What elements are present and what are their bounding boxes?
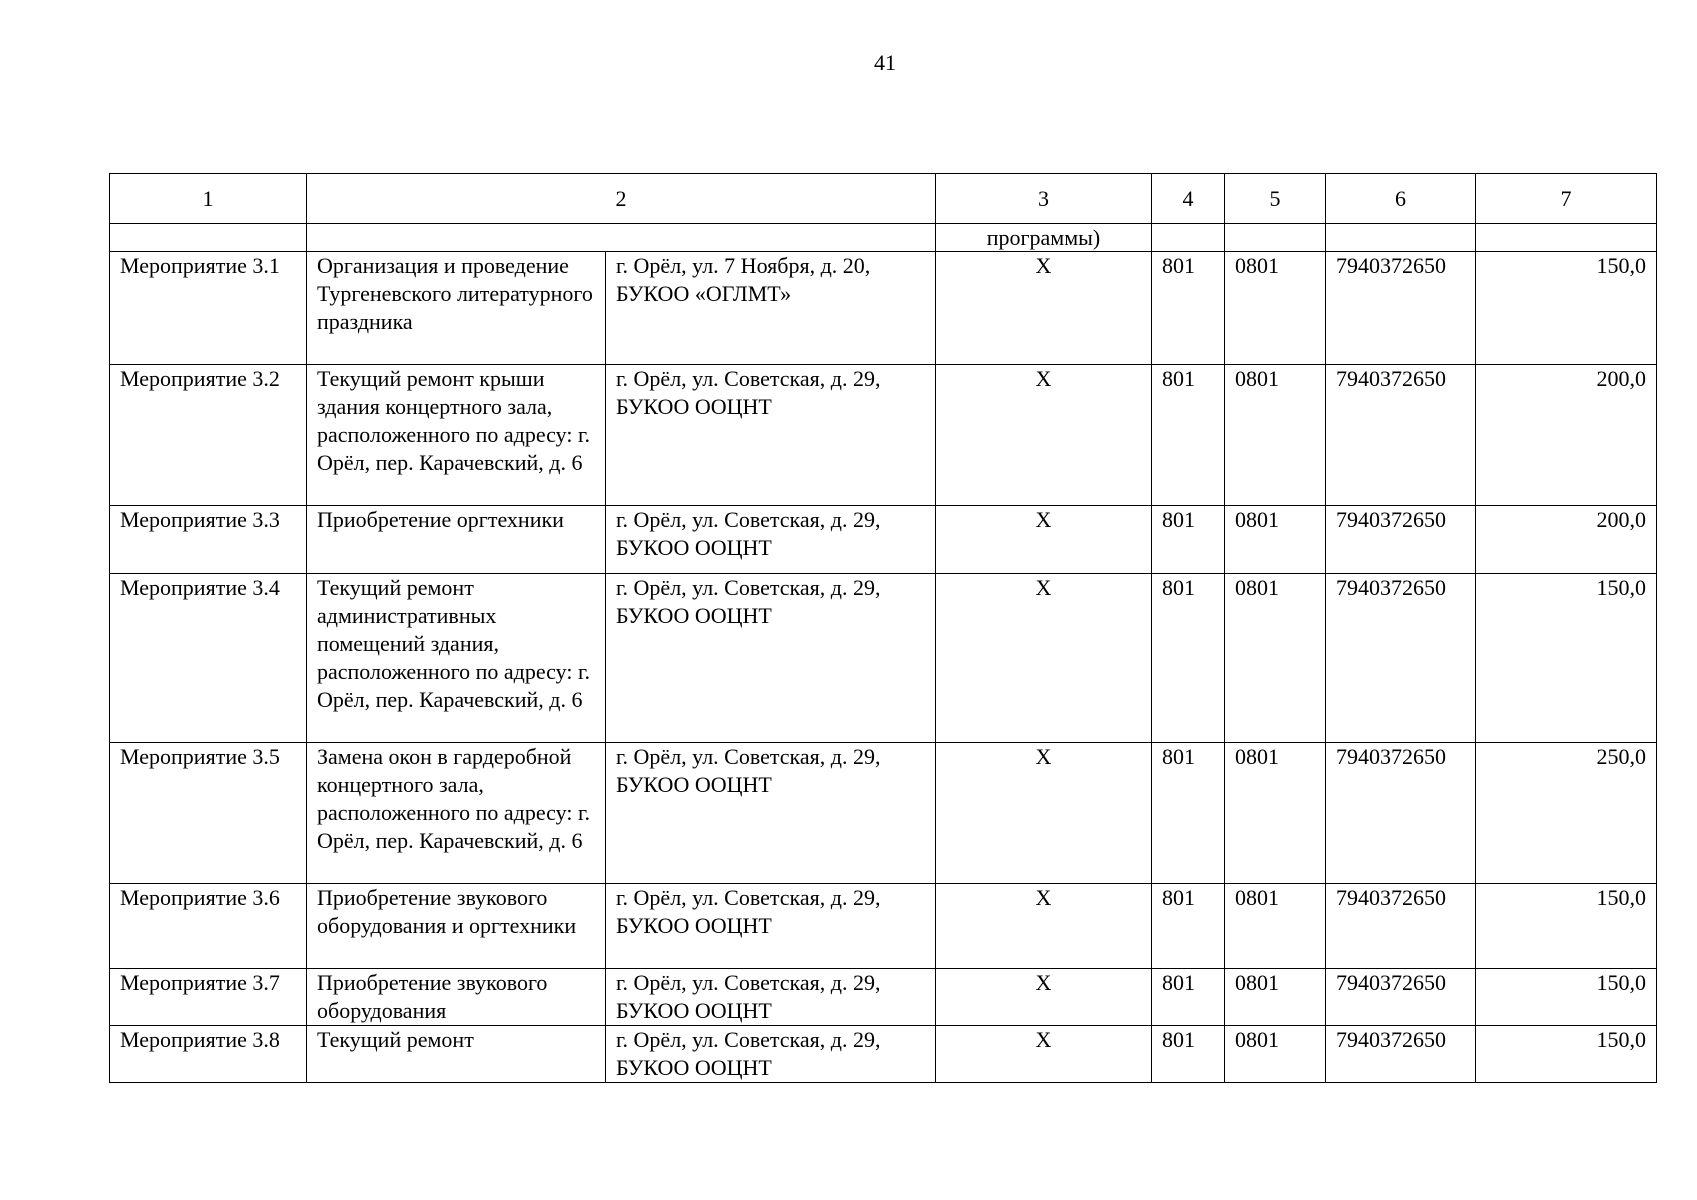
event-name: Замена окон в гардеробной концертного зала, расположенного по адресу: г. Орёл, пер. Карачевский, д. 6 xyxy=(307,743,606,884)
col4-value: 801 xyxy=(1152,1026,1225,1083)
col5-value: 0801 xyxy=(1225,743,1326,884)
event-name: Текущий ремонт крыши здания концертного зала, расположенного по адресу: г. Орёл, пер. Карачевский, д. 6 xyxy=(307,365,606,506)
table-cell xyxy=(110,224,307,252)
col3-value: Х xyxy=(936,506,1152,574)
amount-value: 250,0 xyxy=(1476,743,1657,884)
amount-value: 200,0 xyxy=(1476,506,1657,574)
col5-value: 0801 xyxy=(1225,574,1326,743)
col5-value: 0801 xyxy=(1225,884,1326,969)
table-row xyxy=(110,1026,1657,1083)
table-row xyxy=(110,884,1657,969)
amount-value: 150,0 xyxy=(1476,252,1657,365)
continuation-row xyxy=(110,224,1657,252)
col6-value: 7940372650 xyxy=(1326,743,1476,884)
table-row xyxy=(110,506,1657,574)
col5-value: 0801 xyxy=(1225,365,1326,506)
col4-value: 801 xyxy=(1152,969,1225,1026)
header-cell: 4 xyxy=(1152,174,1225,224)
col4-value: 801 xyxy=(1152,884,1225,969)
col4-value: 801 xyxy=(1152,506,1225,574)
col3-value: Х xyxy=(936,1026,1152,1083)
event-address: г. Орёл, ул. Советская, д. 29, БУКОО ООЦНТ xyxy=(606,884,936,969)
table-row xyxy=(110,969,1657,1026)
col5-value: 0801 xyxy=(1225,506,1326,574)
table-header-row xyxy=(110,174,1657,224)
header-cell: 1 xyxy=(110,174,307,224)
event-address: г. Орёл, ул. 7 Ноября, д. 20, БУКОО «ОГЛМТ» xyxy=(606,252,936,365)
budget-table xyxy=(109,173,1657,1083)
header-cell: 2 xyxy=(307,174,936,224)
event-id: Мероприятие 3.3 xyxy=(110,506,307,574)
table-row xyxy=(110,743,1657,884)
event-id: Мероприятие 3.4 xyxy=(110,574,307,743)
col4-value: 801 xyxy=(1152,743,1225,884)
header-cell: 6 xyxy=(1326,174,1476,224)
table-row xyxy=(110,574,1657,743)
table-row xyxy=(110,252,1657,365)
event-name: Организация и проведение Тургеневского литературного праздника xyxy=(307,252,606,365)
event-name: Текущий ремонт xyxy=(307,1026,606,1083)
table-cell xyxy=(307,224,936,252)
amount-value: 150,0 xyxy=(1476,884,1657,969)
amount-value: 200,0 xyxy=(1476,365,1657,506)
col5-value: 0801 xyxy=(1225,1026,1326,1083)
amount-value: 150,0 xyxy=(1476,969,1657,1026)
col3-value: Х xyxy=(936,743,1152,884)
event-address: г. Орёл, ул. Советская, д. 29, БУКОО ООЦНТ xyxy=(606,1026,936,1083)
col6-value: 7940372650 xyxy=(1326,1026,1476,1083)
col3-value: Х xyxy=(936,969,1152,1026)
col3-value: Х xyxy=(936,574,1152,743)
event-name: Приобретение оргтехники xyxy=(307,506,606,574)
event-id: Мероприятие 3.1 xyxy=(110,252,307,365)
table-cell xyxy=(1152,224,1225,252)
event-id: Мероприятие 3.8 xyxy=(110,1026,307,1083)
event-name: Приобретение звукового оборудования xyxy=(307,969,606,1026)
continuation-text: программы) xyxy=(936,224,1152,252)
col6-value: 7940372650 xyxy=(1326,574,1476,743)
amount-value: 150,0 xyxy=(1476,1026,1657,1083)
event-address: г. Орёл, ул. Советская, д. 29, БУКОО ООЦНТ xyxy=(606,969,936,1026)
header-cell: 3 xyxy=(936,174,1152,224)
header-cell: 7 xyxy=(1476,174,1657,224)
col6-value: 7940372650 xyxy=(1326,969,1476,1026)
col6-value: 7940372650 xyxy=(1326,252,1476,365)
event-id: Мероприятие 3.7 xyxy=(110,969,307,1026)
event-name: Текущий ремонт административных помещений здания, расположенного по адресу: г. Орёл, пер. Карачевский, д. 6 xyxy=(307,574,606,743)
page-number: 41 xyxy=(874,50,896,75)
col4-value: 801 xyxy=(1152,252,1225,365)
event-address: г. Орёл, ул. Советская, д. 29, БУКОО ООЦНТ xyxy=(606,365,936,506)
col6-value: 7940372650 xyxy=(1326,884,1476,969)
event-address: г. Орёл, ул. Советская, д. 29, БУКОО ООЦНТ xyxy=(606,743,936,884)
event-name: Приобретение звукового оборудования и оргтехники xyxy=(307,884,606,969)
event-address: г. Орёл, ул. Советская, д. 29, БУКОО ООЦНТ xyxy=(606,574,936,743)
table-cell xyxy=(1476,224,1657,252)
event-id: Мероприятие 3.6 xyxy=(110,884,307,969)
event-id: Мероприятие 3.2 xyxy=(110,365,307,506)
header-cell: 5 xyxy=(1225,174,1326,224)
col5-value: 0801 xyxy=(1225,252,1326,365)
col5-value: 0801 xyxy=(1225,969,1326,1026)
table-cell xyxy=(1225,224,1326,252)
col3-value: Х xyxy=(936,252,1152,365)
col6-value: 7940372650 xyxy=(1326,365,1476,506)
col3-value: Х xyxy=(936,365,1152,506)
event-id: Мероприятие 3.5 xyxy=(110,743,307,884)
event-address: г. Орёл, ул. Советская, д. 29, БУКОО ООЦНТ xyxy=(606,506,936,574)
col3-value: Х xyxy=(936,884,1152,969)
col4-value: 801 xyxy=(1152,574,1225,743)
col6-value: 7940372650 xyxy=(1326,506,1476,574)
table-cell xyxy=(1326,224,1476,252)
table-row xyxy=(110,365,1657,506)
amount-value: 150,0 xyxy=(1476,574,1657,743)
col4-value: 801 xyxy=(1152,365,1225,506)
